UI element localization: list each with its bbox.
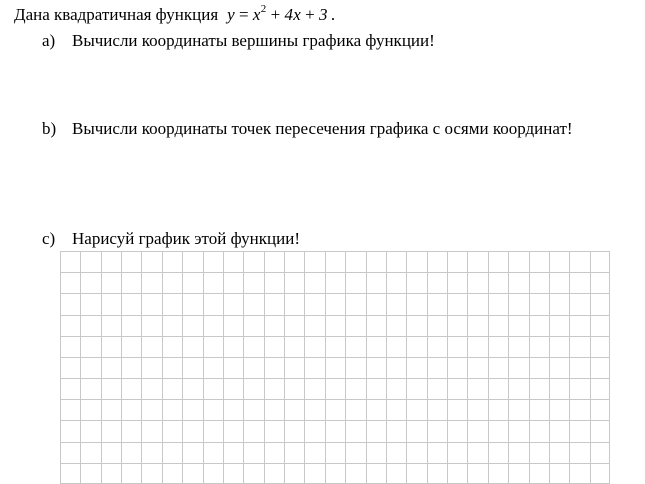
formula-x: x xyxy=(252,5,261,24)
quadratic-formula xyxy=(227,5,335,24)
task-b-letter: b) xyxy=(42,119,57,138)
intro-text: Дана квадратичная функция xyxy=(14,5,219,24)
formula-period: . xyxy=(330,5,336,24)
task-b-text: Вычисли координаты точек пересечения графика с осями координат! xyxy=(72,119,573,138)
task-c xyxy=(42,229,300,249)
graph-paper-grid[interactable] xyxy=(60,251,610,484)
problem-intro xyxy=(14,5,335,25)
formula-plus-2: + xyxy=(305,5,316,24)
formula-plus-1: + xyxy=(270,5,281,24)
task-b xyxy=(42,119,573,139)
task-a-text: Вычисли координаты вершины графика функции! xyxy=(72,31,435,50)
task-a-letter: a) xyxy=(42,31,56,50)
formula-constant: 3 xyxy=(319,5,328,24)
formula-exponent: 2 xyxy=(260,3,267,15)
task-a xyxy=(42,31,435,51)
task-c-text: Нарисуй график этой функции! xyxy=(72,229,300,248)
formula-equals: = xyxy=(239,5,249,24)
task-c-letter: c) xyxy=(42,229,56,248)
formula-linear-term: 4x xyxy=(284,5,302,24)
formula-y: y xyxy=(227,5,236,24)
